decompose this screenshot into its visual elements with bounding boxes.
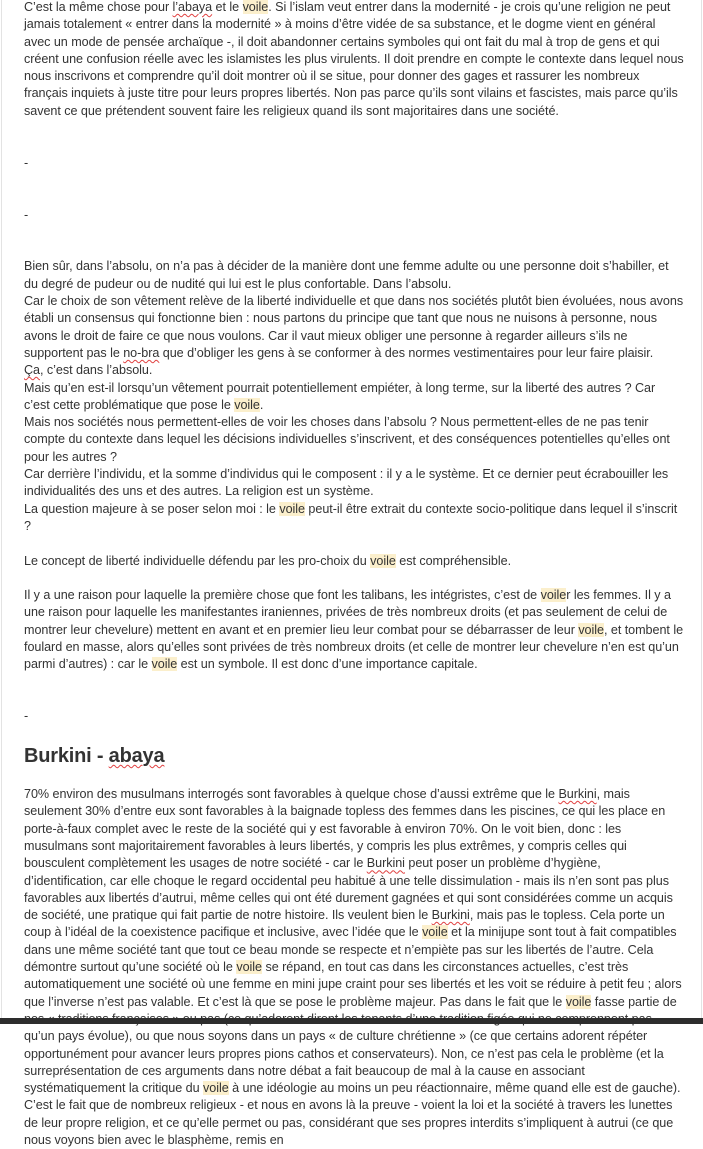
blank-line <box>24 725 684 742</box>
text-run: Car derrière l’individu, et la somme d’individus qui le composent : il y a le système. Et ce dernier peut écrabouiller les individualités des uns et des autres. La religion est un système. <box>24 467 669 499</box>
text-run: que d’obliger les gens à se conformer à des normes vestimentaires pour leur faire plaisir. <box>159 345 654 360</box>
search-highlight: voile <box>236 960 262 975</box>
blank-line <box>24 241 684 258</box>
document-body[interactable] <box>24 0 684 1149</box>
spellcheck-flagged-word[interactable]: Burkini <box>431 908 470 923</box>
spellcheck-flagged-word[interactable]: abaya <box>108 744 165 767</box>
paragraph <box>24 0 684 120</box>
text-run: Burkini - <box>24 744 109 767</box>
text-run: , c’est dans l’absolu. <box>40 363 153 378</box>
text-run: se répand, en tout cas dans les circonstances actuelles, c’est très automatiquement une société où une femme en mini jupe craint pour ses libertés et les voit se réduire à petit feu ; alors que l’inverse n’est pas valable. Et c’est là que se pose le problème majeur. Pas dans le fait que le <box>24 960 682 1009</box>
blank-line <box>24 769 684 786</box>
search-highlight: voile <box>203 1081 229 1096</box>
blank-line <box>24 691 684 708</box>
blank-line <box>24 189 684 206</box>
blank-line <box>24 570 684 587</box>
separator-dash <box>24 207 684 224</box>
search-highlight: voile <box>540 588 567 603</box>
spellcheck-flagged-word[interactable]: Ça <box>24 363 40 378</box>
text-run: et la minijupe sont tout à fait compatibles dans une même société tant que tout ce beau monde se respecte et n’empiète pas sur les libertés de l’autre. Cela démontre surtout qu’une société où le <box>24 925 677 975</box>
paragraph <box>24 293 684 362</box>
text-run: La question majeure à se poser selon moi : le <box>24 501 280 516</box>
text-run: Mais qu’en est-il lorsqu’un vêtement pourrait potentiellement empiéter, à long terme, sur la liberté des autres ? Car c’est cette problématique que pose le <box>24 380 656 412</box>
paragraph <box>24 587 684 673</box>
blank-line <box>24 172 684 189</box>
paragraph <box>24 786 684 1149</box>
text-run: est un symbole. Il est donc d’une importance capitale. <box>177 657 478 672</box>
text-run: , mais seulement 30% d’entre eux sont favorables à la baignade topless des femmes dans les piscines, ce qui les place en porte-à-faux complet avec le reste de la société qui y est favorable à environ 70%. On le voit bien, donc : les musulmans sont majoritairement favorables à leurs libertés, y compris les plus extrêmes, y compris celles qui bousculent complètement les usages de notre société - car le <box>24 787 666 871</box>
text-run: est compréhensible. <box>395 553 512 568</box>
paragraph <box>24 380 684 415</box>
text-run: peut poser un problème d’hygiène, d’identification, car elle choque le regard occidental peu habitué à une telle dissimulation - mais ils n’en sont pas plus favorables aux libertés d’autrui, même celles qui ont été durement gagnées et qui sont considérées comme un acquis de société, une pratique qui fait partie de notre histoire. Ils veulent bien le <box>24 856 673 923</box>
text-run: C’est la même chose pour <box>24 0 173 14</box>
section-heading <box>24 743 684 769</box>
text-run: peut-il être extrait du contexte socio-politique dans lequel il s’inscrit ? <box>24 501 678 533</box>
text-run: Bien sûr, dans l’absolu, on n’a pas à décider de la manière dont une femme adulte ou une personne doit s’habiller, et du degré de pudeur ou de nudité qui lui est le plus confortable. Dans l’absolu. <box>24 259 669 291</box>
paragraph <box>24 553 684 570</box>
blank-line <box>24 224 684 241</box>
paragraph <box>24 466 684 501</box>
search-highlight: voile <box>151 657 178 672</box>
separator-dash <box>24 155 684 172</box>
search-highlight: voile <box>242 0 269 14</box>
bottom-bar <box>0 1018 703 1024</box>
text-run: , et tombent le foulard en masse, alors qu’elles sont privées de très nombreux droits (et celle de montrer leur chevelure n’en est qu’un parmi d’autres) : car le <box>24 622 684 672</box>
search-highlight: voile <box>370 553 396 568</box>
spellcheck-flagged-word[interactable]: Burkini <box>558 787 597 802</box>
spellcheck-flagged-word[interactable]: Burkini <box>366 856 405 871</box>
spellcheck-flagged-word[interactable]: l’abaya <box>172 0 213 14</box>
text-run: - <box>24 155 29 170</box>
paragraph <box>24 414 684 466</box>
search-highlight: voile <box>279 501 305 516</box>
search-highlight: voile <box>234 397 260 412</box>
search-highlight: voile <box>565 994 592 1009</box>
text-run: fasse partie de qu’un pays évolue), ou que nous soyons dans un pays « de culture chrétienne » (ce que certains adorent répéter opportunément pour avancer leurs propres pions cathos et conservateurs). Non, ce n’est pas cela le problème (et la surreprésentation de ces arguments dans notre débat a fait beaucoup de mal à la cause en associant systématiquement la critique du <box>24 994 677 1096</box>
text-run: Car le choix de son vêtement relève de la liberté individuelle et que dans nos sociétés plutôt bien évoluées, nous avons établi un consensus qui fonctionne bien : nous partons du principe que tant que nous ne nuisons à personne, nous avons le droit de faire ce que nous voulons. Car il vaut mieux obliger une personne à regarder ailleurs s’ils ne supportent pas le <box>24 294 684 360</box>
search-highlight: voile <box>578 622 604 637</box>
text-run: Il y a une raison pour laquelle la première chose que font les talibans, les intégristes, c’est de <box>24 588 541 603</box>
blank-line <box>24 535 684 552</box>
document-page <box>1 0 702 1147</box>
paragraph <box>24 258 684 293</box>
text-run: 70% environ des musulmans interrogés sont favorables à quelque chose d’aussi extrême que le <box>24 787 559 802</box>
blank-line <box>24 137 684 154</box>
text-run: à une idéologie au moins un peu réactionnaire, même quand elle est de gauche). C’est le fait que de nombreux religieux - et nous en avons là la preuve - voient la loi et la société à travers les lunettes de leur propre religion, et ce qu’elle permet ou pas, considérant que ses propres interdits s’impliquent à autrui (ce que nous voyons bien avec le blasphème, remis en <box>24 1081 681 1147</box>
paragraph <box>24 501 684 536</box>
separator-dash <box>24 708 684 725</box>
text-run: Mais nos sociétés nous permettent-elles de voir les choses dans l’absolu ? Nous permettent-elles de ne pas tenir compte du contexte dans lequel les décisions individuelles s’inscrivent, et des conséquences potentielles qu’elles ont pour les autres ? <box>24 415 670 464</box>
blank-line <box>24 120 684 137</box>
text-run: . <box>259 397 264 412</box>
text-run: - <box>24 207 29 222</box>
paragraph <box>24 362 684 379</box>
text-run: Le concept de liberté individuelle défendu par les pro-choix du <box>24 553 371 568</box>
text-run: et le <box>212 0 243 14</box>
blank-line <box>24 674 684 691</box>
text-run: - <box>24 709 29 724</box>
text-run: , mais pas le topless. Cela porte un coup à l’idéal de la coexistence pacifique et inclusive, avec l’idée que le <box>24 908 665 940</box>
search-highlight: voile <box>422 925 448 940</box>
spellcheck-flagged-word[interactable]: no-bra <box>123 345 160 360</box>
text-run: r les femmes. Il y a une raison pour laquelle les manifestantes iraniennes, privées de très nombreux droits (et pas seulement de celui de montrer leur chevelure) mettent en avant et en premier lieu leur combat pour se débarrasser de leur <box>24 588 671 637</box>
text-run: . Si l’islam veut entrer dans la modernité - je crois qu’une religion ne peut jamais totalement « entrer dans la modernité » à moins d’être vidée de sa substance, et le dogme vient en général avec un mode de pensée archaïque -, il doit abandonner certains symboles qui ont fait du mal à trop de gens et qui créent une confusion réelle avec les islamistes les plus virulents. Il doit prendre en compte le contexte dans lequel nous nous inscrivons et comprendre qu’il doit montrer où il se situe, pour donner des gages et rassurer les nombreux français inquiets à juste titre pour leurs propres libertés. Non pas parce qu’ils sont vilains et fascistes, mais parce qu’ils savent ce que prétendent souvent faire les religieux quand ils sont majoritaires dans une société. <box>24 0 684 118</box>
